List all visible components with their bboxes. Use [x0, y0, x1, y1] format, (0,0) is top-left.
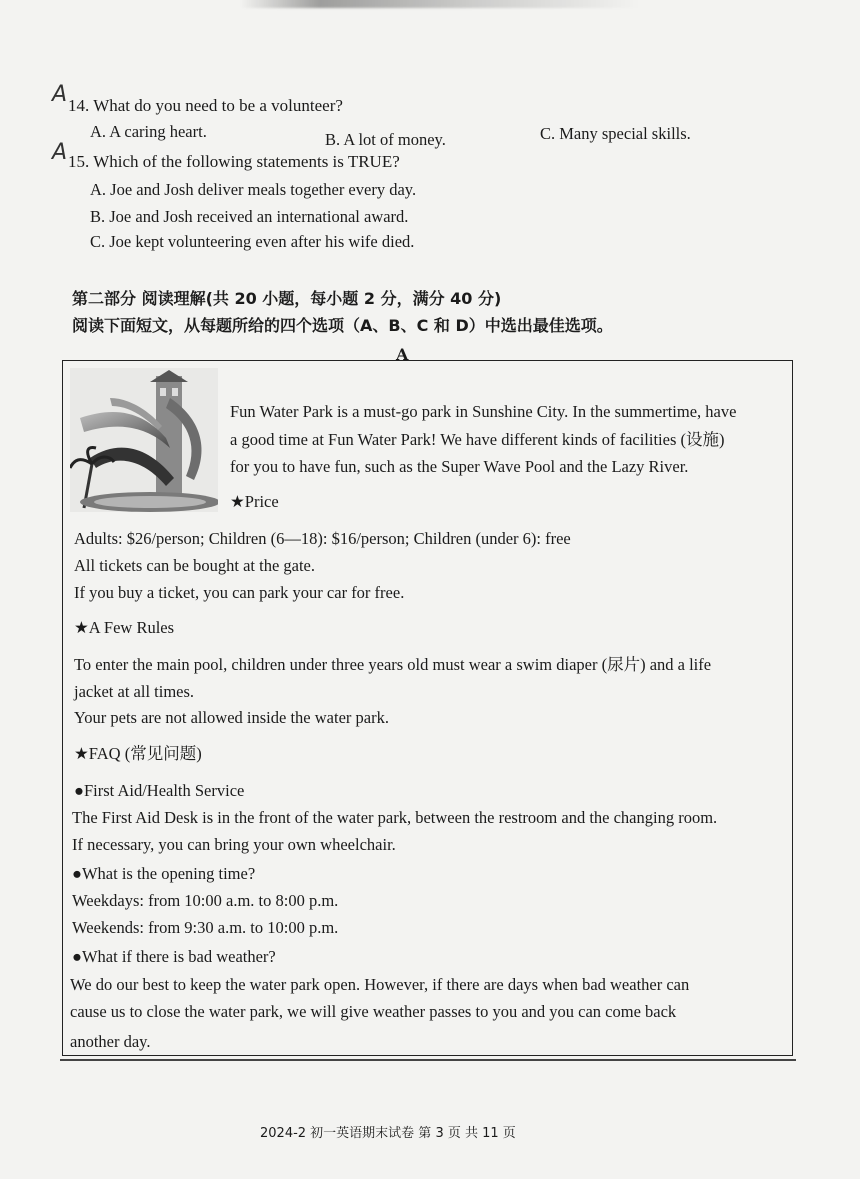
rules-line: Your pets are not allowed inside the water park. [74, 708, 389, 727]
rules-line: To enter the main pool, children under three years old must wear a swim diaper (尿片) and a life [74, 655, 712, 674]
faq-heading: ★FAQ (常见问题) [74, 744, 202, 763]
passage-box-bottom-rule [60, 1059, 796, 1061]
question-15-option-a: A. Joe and Josh deliver meals together every day. [90, 180, 417, 199]
faq-answer-line: The First Aid Desk is in the front of the water park, between the restroom and the changing room. [72, 808, 718, 827]
handwritten-answer-mark: A [52, 140, 68, 165]
water-slide-illustration [70, 368, 218, 512]
faq-answer-line: another day. [70, 1032, 151, 1051]
handwritten-answer-mark: A [52, 82, 68, 107]
passage-intro-line: Fun Water Park is a must-go park in Sunshine City. In the summertime, have [230, 402, 737, 421]
passage-letter: A [396, 345, 409, 364]
rules-line: jacket at all times. [74, 682, 195, 701]
price-line: All tickets can be bought at the gate. [74, 556, 316, 575]
faq-question: ●What if there is bad weather? [72, 947, 276, 966]
faq-answer-line: If necessary, you can bring your own wheelchair. [72, 835, 396, 854]
faq-answer-line: Weekends: from 9:30 a.m. to 10:00 p.m. [72, 918, 339, 937]
question-15-option-b: B. Joe and Josh received an international award. [90, 207, 409, 226]
top-bleed-through-text [240, 0, 640, 8]
question-15-option-c: C. Joe kept volunteering even after his wife died. [90, 232, 415, 251]
question-14-stem: 14. What do you need to be a volunteer? [68, 96, 343, 115]
section-instruction: 阅读下面短文，从每题所给的四个选项（A、B、C 和 D）中选出最佳选项。 [72, 316, 613, 335]
question-14-option-a: A. A caring heart. [90, 122, 207, 141]
question-14-option-c: C. Many special skills. [540, 124, 691, 143]
question-14-option-b: B. A lot of money. [325, 130, 446, 149]
question-15-stem: 15. Which of the following statements is TRUE? [68, 152, 400, 171]
price-line: Adults: $26/person; Children (6—18): $16/person; Children (under 6): free [74, 529, 571, 548]
rules-heading: ★A Few Rules [74, 618, 175, 637]
passage-intro-line: a good time at Fun Water Park! We have different kinds of facilities (设施) [230, 430, 725, 449]
faq-answer-line: Weekdays: from 10:00 a.m. to 8:00 p.m. [72, 891, 339, 910]
price-line: If you buy a ticket, you can park your car for free. [74, 583, 405, 602]
section-heading: 第二部分 阅读理解(共 20 小题，每小题 2 分，满分 40 分) [72, 289, 502, 308]
faq-answer-line: cause us to close the water park, we will give weather passes to you and you can come back [70, 1002, 677, 1021]
faq-answer-line: We do our best to keep the water park open. However, if there are days when bad weather can [70, 975, 690, 994]
faq-question: ●What is the opening time? [72, 864, 256, 883]
passage-intro-line: for you to have fun, such as the Super Wave Pool and the Lazy River. [230, 457, 689, 476]
water-slide-icon [70, 368, 218, 512]
faq-question: ●First Aid/Health Service [74, 781, 245, 800]
price-heading: ★Price [230, 492, 279, 511]
page-footer: 2024-2 初一英语期末试卷 第 3 页 共 11 页 [260, 1126, 516, 1141]
